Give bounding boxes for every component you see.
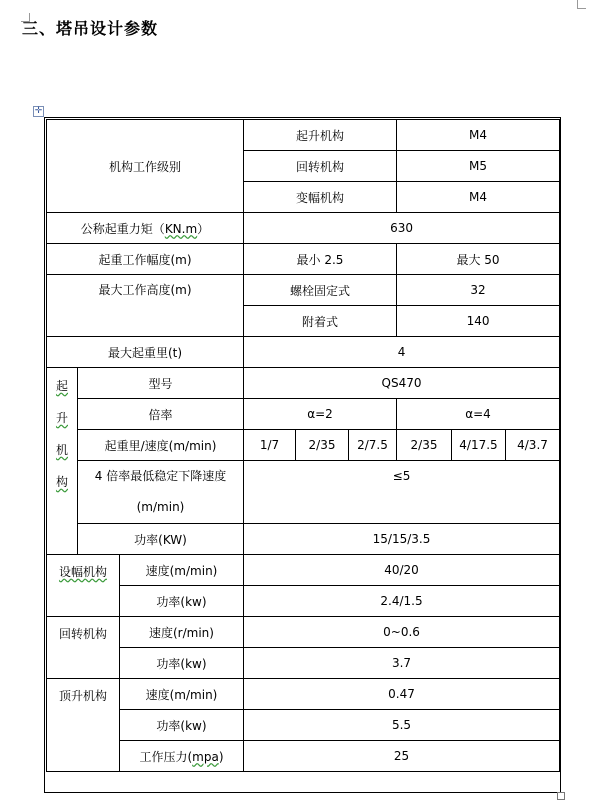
max-load-value[interactable]: 4 xyxy=(244,337,560,368)
hoist-ratio-b[interactable]: α=4 xyxy=(397,399,560,430)
luffing-group-label[interactable] xyxy=(47,555,120,617)
rated-moment-value[interactable]: 630 xyxy=(244,213,560,244)
working-radius-label[interactable]: 起重工作幅度(m) xyxy=(47,244,244,275)
max-height-value[interactable]: 140 xyxy=(397,306,560,337)
hoist-speed-cell[interactable]: 2/35 xyxy=(296,430,349,461)
table-row xyxy=(47,679,560,710)
table-row xyxy=(47,710,560,741)
slewing-speed-label[interactable]: 速度(r/min) xyxy=(120,617,244,648)
table-row xyxy=(47,120,560,151)
hoist-group-char: 起 xyxy=(55,379,68,393)
climbing-speed-label[interactable]: 速度(m/min) xyxy=(120,679,244,710)
hoist-power-label[interactable]: 功率(KW) xyxy=(78,524,244,555)
climbing-power-label[interactable]: 功率(kw) xyxy=(120,710,244,741)
climbing-pressure-unit: mpa xyxy=(192,749,219,764)
luffing-power-label[interactable]: 功率(kw) xyxy=(120,586,244,617)
table-row xyxy=(47,399,560,430)
hoist-speed-label[interactable]: 起重里/速度(m/min) xyxy=(78,430,244,461)
hoist-model-value[interactable]: QS470 xyxy=(244,368,560,399)
hoist-speed-cell[interactable]: 2/35 xyxy=(397,430,452,461)
mechanism-name-cell[interactable]: 起升机构 xyxy=(244,120,397,151)
slewing-power-value[interactable]: 3.7 xyxy=(244,648,560,679)
climbing-pressure-label[interactable] xyxy=(120,741,244,772)
mechanism-level-value[interactable]: M4 xyxy=(397,182,560,213)
climbing-group-label[interactable]: 顶升机构 xyxy=(47,679,120,772)
slewing-speed-value[interactable]: 0~0.6 xyxy=(244,617,560,648)
rated-moment-label-suffix: ） xyxy=(197,221,210,236)
luffing-group-text: 设幅机构 xyxy=(58,565,107,579)
climbing-pressure-prefix: 工作压力( xyxy=(139,749,193,764)
table-row xyxy=(47,524,560,555)
hoist-speed-cell[interactable]: 4/3.7 xyxy=(506,430,560,461)
climbing-pressure-value[interactable]: 25 xyxy=(244,741,560,772)
table-row xyxy=(47,555,560,586)
hoist-group-char: 升 xyxy=(55,411,68,425)
hoist-ratio-a[interactable]: α=2 xyxy=(244,399,397,430)
climbing-pressure-suffix: ) xyxy=(218,749,224,764)
luffing-power-value[interactable]: 2.4/1.5 xyxy=(244,586,560,617)
max-height-type[interactable]: 螺栓固定式 xyxy=(244,275,397,306)
page-margin-corner-right xyxy=(577,0,586,9)
mechanism-level-label[interactable]: 机构工作级别 xyxy=(47,120,244,213)
luffing-speed-value[interactable]: 40/20 xyxy=(244,555,560,586)
hoist-lowering-value[interactable]: ≤5 xyxy=(244,461,560,524)
hoist-group-char: 机 xyxy=(55,443,68,457)
table-row xyxy=(47,648,560,679)
climbing-speed-value[interactable]: 0.47 xyxy=(244,679,560,710)
max-height-label[interactable]: 最大工作高度(m) xyxy=(47,275,244,337)
table-resize-handle[interactable] xyxy=(557,792,565,800)
mechanism-name-cell[interactable]: 变幅机构 xyxy=(244,182,397,213)
hoist-speed-cell[interactable]: 4/17.5 xyxy=(452,430,506,461)
table-row xyxy=(47,244,560,275)
max-height-value[interactable]: 32 xyxy=(397,275,560,306)
hoist-group-label[interactable] xyxy=(47,368,78,555)
rated-moment-label[interactable] xyxy=(47,213,244,244)
climbing-power-value[interactable]: 5.5 xyxy=(244,710,560,741)
mechanism-level-value[interactable]: M4 xyxy=(397,120,560,151)
slewing-group-label[interactable]: 回转机构 xyxy=(47,617,120,679)
mechanism-level-value[interactable]: M5 xyxy=(397,151,560,182)
hoist-speed-cell[interactable]: 2/7.5 xyxy=(349,430,397,461)
crane-parameter-table xyxy=(46,119,560,772)
table-move-handle-icon[interactable]: ✛ xyxy=(34,106,43,116)
table-row xyxy=(47,337,560,368)
rated-moment-label-prefix: 公称起重力矩（ xyxy=(80,221,165,236)
table-row xyxy=(47,368,560,399)
table-row xyxy=(47,741,560,772)
max-height-type[interactable]: 附着式 xyxy=(244,306,397,337)
section-heading: 三、塔吊设计参数 xyxy=(22,19,159,38)
table-row xyxy=(47,430,560,461)
table-row xyxy=(47,617,560,648)
hoist-group-char: 构 xyxy=(55,475,68,489)
table-row xyxy=(47,275,560,306)
max-load-label[interactable]: 最大起重里(t) xyxy=(47,337,244,368)
luffing-speed-label[interactable]: 速度(m/min) xyxy=(120,555,244,586)
table-row xyxy=(47,213,560,244)
working-radius-min[interactable]: 最小 2.5 xyxy=(244,244,397,275)
hoist-power-value[interactable]: 15/15/3.5 xyxy=(244,524,560,555)
slewing-power-label[interactable]: 功率(kw) xyxy=(120,648,244,679)
hoist-speed-cell[interactable]: 1/7 xyxy=(244,430,296,461)
table-row xyxy=(47,586,560,617)
mechanism-name-cell[interactable]: 回转机构 xyxy=(244,151,397,182)
hoist-ratio-label[interactable]: 倍率 xyxy=(78,399,244,430)
rated-moment-unit: KN.m xyxy=(164,221,198,236)
hoist-lowering-label[interactable]: 4 倍率最低稳定下降速度(m/min) xyxy=(78,461,244,524)
working-radius-max[interactable]: 最大 50 xyxy=(397,244,560,275)
hoist-model-label[interactable]: 型号 xyxy=(78,368,244,399)
